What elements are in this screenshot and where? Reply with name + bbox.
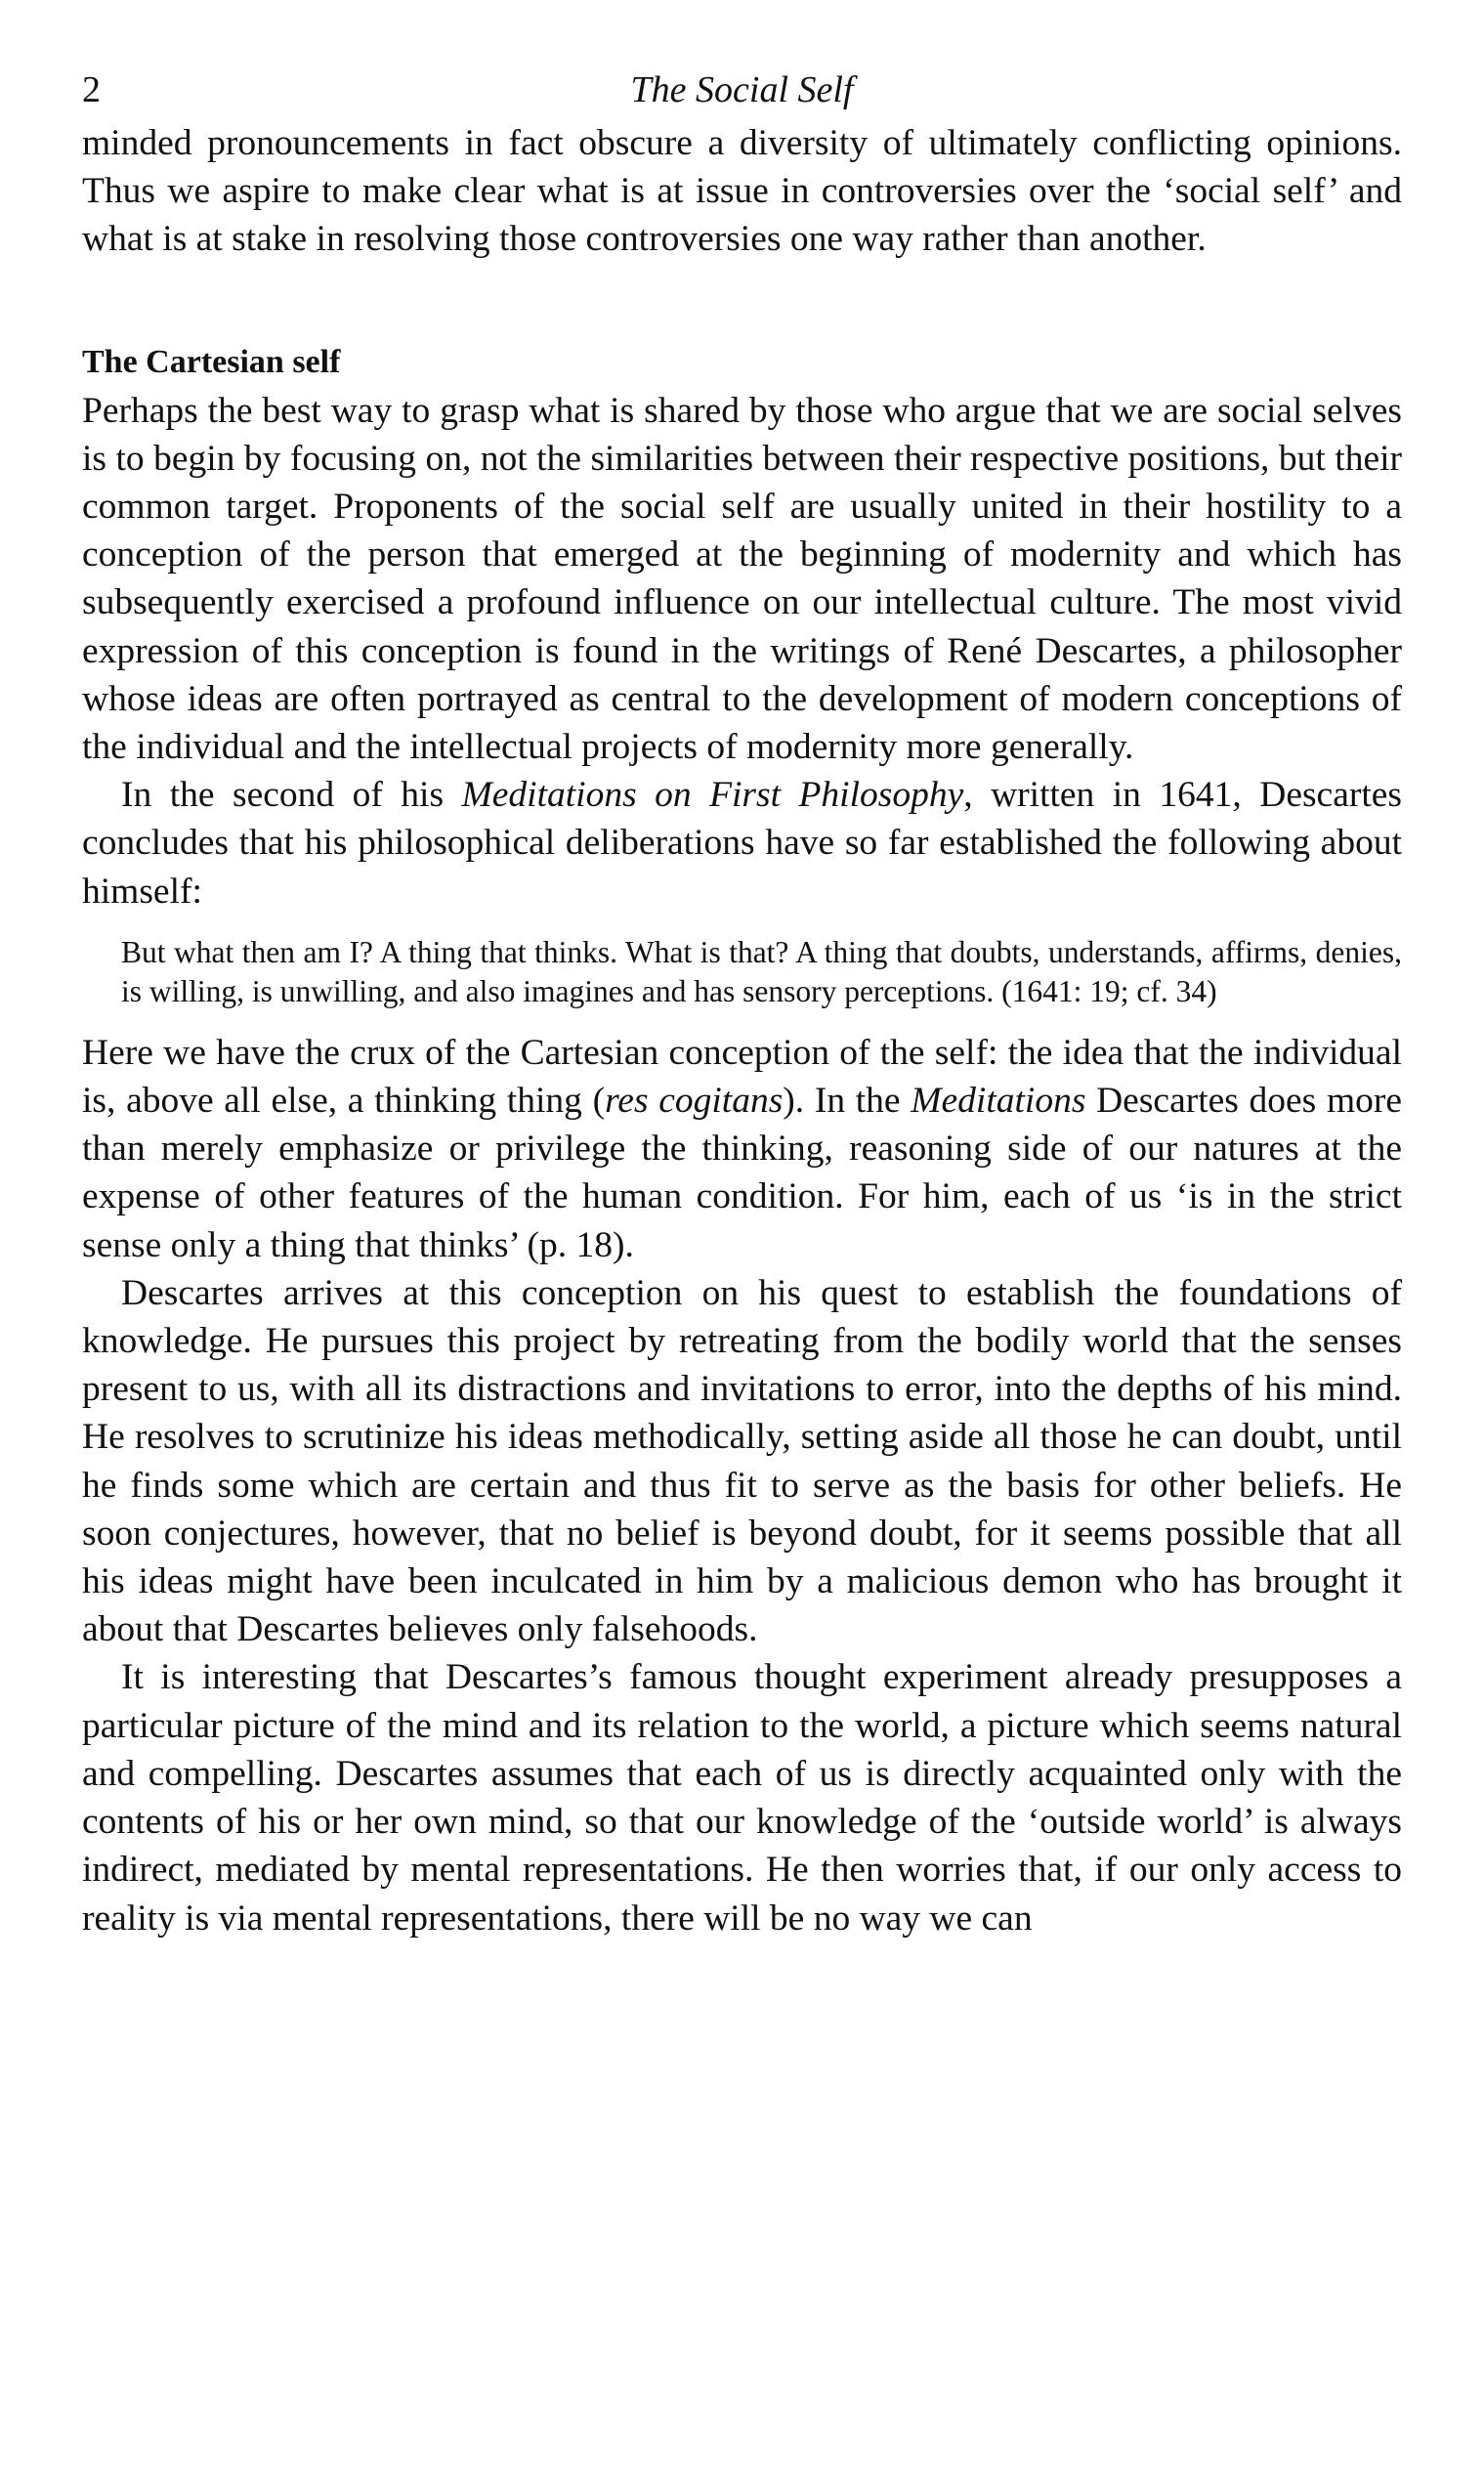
- paragraph-continued: minded pronouncements in fact obscure a diversity of ultimately conflicting opinions. Thus we aspire to make clear what is at issue in controversies over the ‘social self’ and what is at stake in resolving those controversies one way rather than another.: [82, 123, 1402, 260]
- text-run: In the second of his: [121, 775, 462, 816]
- paragraph-thought-experiment: It is interesting that Descartes’s famous thought experiment already presupposes a particular picture of the mind and its relation to the world, a picture which seems natural and compelling. Descartes assumes that each of us is directly acquainted only with the contents of his or her own mind, so that our knowledge of the ‘outside world’ is always indirect, mediated by mental representations. He then worries that, if our only access to reality is via mental representations, there will be no way we can: [82, 1657, 1402, 1939]
- page-number: 2: [82, 69, 101, 110]
- paragraph-meditations: [82, 771, 1402, 916]
- paragraph-res-cogitans: [82, 1029, 1402, 1269]
- paragraph-cartesian-intro: Perhaps the best way to grasp what is shared by those who argue that we are social selves is to begin by focusing on, not the similarities between their respective positions, but their common target. Proponents of the social self are usually united in their hostility to a conception of the person that emerged at the beginning of modernity and which has subsequently exercised a profound influence on our intellectual culture. The most vivid expression of this conception is found in the writings of René Descartes, a philosopher whose ideas are often portrayed as central to the development of modern conceptions of the individual and the intellectual projects of modernity more generally.: [82, 390, 1402, 768]
- book-title-italic: Meditations on First Philosophy: [461, 775, 964, 816]
- running-title: The Social Self: [630, 69, 854, 110]
- text-run: Descartes does more than merely emphasize or privilege the thinking, reasoning side of our natures at the expense of other features of the human condition. For him, each of us ‘is in the strict sense only a thing that thinks’ (p. 18).: [82, 1081, 1403, 1265]
- text-run: ). In the: [783, 1081, 912, 1122]
- latin-term-italic: res cogitans: [605, 1081, 784, 1122]
- text-run: Here we have the crux of the Cartesian conception of the self: the idea that the individual is, above all else, a thinking thing (: [82, 1032, 1402, 1122]
- text-run: , written in 1641, Descartes concludes that his philosophical deliberations have so far established the following about himself:: [82, 775, 1402, 912]
- page-header: [82, 61, 1402, 119]
- book-title-italic: Meditations: [911, 1081, 1086, 1122]
- section-heading: The Cartesian self: [82, 343, 341, 380]
- paragraph-foundations: Descartes arrives at this conception on his quest to establish the foundations of knowledge. He pursues this project by retreating from the bodily world that the senses present to us, with all its distractions and invitations to error, into the depths of his mind. He resolves to scrutinize his ideas methodically, setting aside all those he can doubt, until he finds some which are certain and thus fit to serve as the basis for other beliefs. He soon conjectures, however, that no belief is beyond doubt, for it seems possible that all his ideas might have been inculcated in him by a malicious demon who has brought it about that Descartes believes only falsehoods.: [82, 1272, 1402, 1650]
- block-quote: But what then am I? A thing that thinks. What is that? A thing that doubts, understands, affirms, denies, is willing, is unwilling, and also imagines and has sensory perceptions. (1641: 19; cf. 34): [121, 934, 1402, 1008]
- body-text: [82, 119, 1402, 1942]
